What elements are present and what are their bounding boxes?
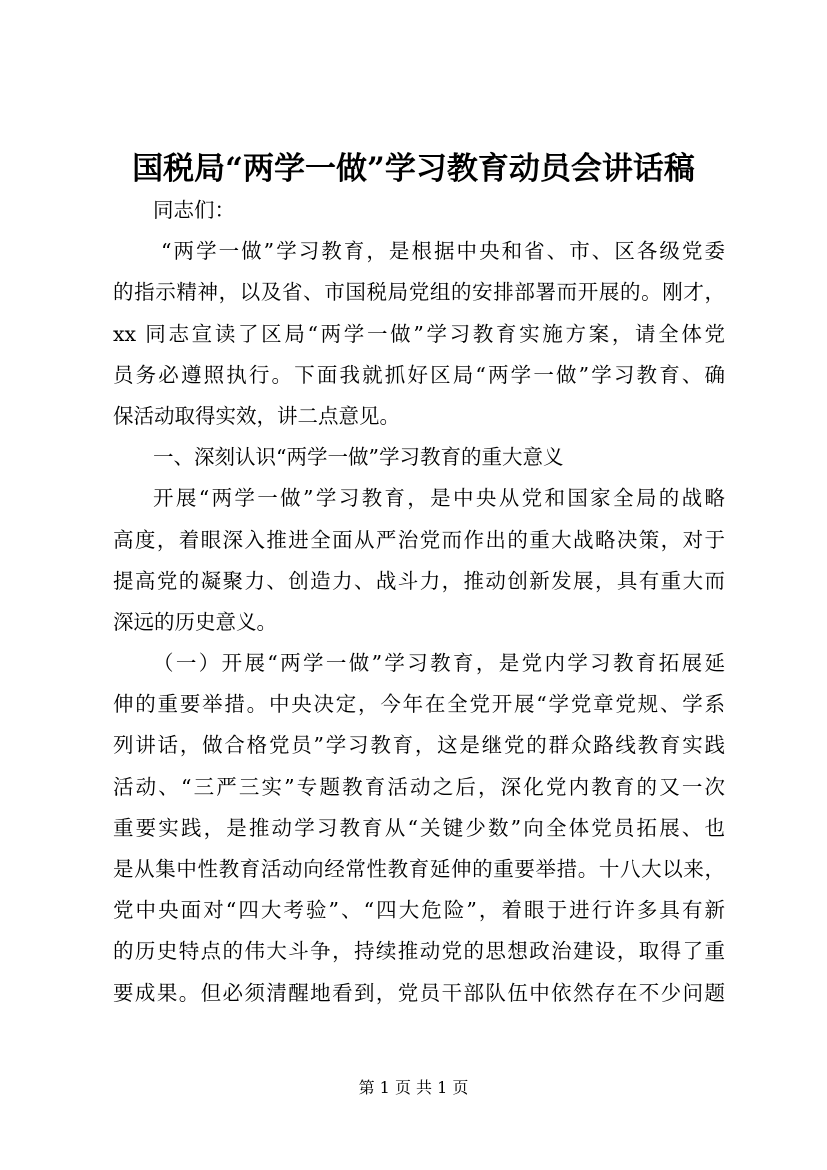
text-line: xx 同志宣读了区局“两学一做”学习教育实施方案，请全体党 — [113, 321, 725, 346]
text-line: 重要实践，是推动学习教育从“关键少数”向全体党员拓展、也 — [113, 815, 725, 840]
text-line: 活动、“三严三实”专题教育活动之后，深化党内教育的又一次 — [113, 774, 725, 799]
text-line: “两学一做”学习教育，是根据中央和省、市、区各级党委 — [161, 239, 725, 264]
text-line: 的指示精神，以及省、市国税局党组的安排部署而开展的。刚才， — [113, 280, 725, 305]
text-line: 保活动取得实效，讲二点意见。 — [113, 403, 400, 428]
text-line: 是从集中性教育活动向经常性教育延伸的重要举措。十八大以来， — [113, 857, 725, 881]
text-line: 提高党的凝聚力、创造力、战斗力，推动创新发展，具有重大而 — [113, 568, 725, 593]
section-heading: 一、深刻认识“两学一做”学习教育的重大意义 — [153, 445, 564, 470]
text-line: 同志们： — [153, 198, 235, 222]
text-line: 列讲话，做合格党员”学习教育，这是继党的群众路线教育实践 — [113, 733, 725, 758]
text-line: 党中央面对“四大考验”、“四大危险”，着眼于进行许多具有新 — [113, 898, 725, 923]
text-line: 员务必遵照执行。下面我就抓好区局“两学一做”学习教育、确 — [113, 362, 725, 387]
text-line: （一）开展“两学一做”学习教育，是党内学习教育拓展延 — [153, 651, 725, 676]
text-line: 要成果。但必须清醒地看到，党员干部队伍中依然存在不少问题 — [113, 980, 725, 1005]
text-line: 伸的重要举措。中央决定，今年在全党开展“学党章党规、学系 — [113, 692, 725, 717]
page-title: 国税局“两学一做”学习教育动员会讲话稿 — [132, 151, 695, 187]
document-body — [113, 190, 725, 1014]
text-line: 开展“两学一做”学习教育，是中央从党和国家全局的战略 — [153, 486, 725, 511]
text-line: 深远的历史意义。 — [113, 609, 277, 634]
text-line: 高度，着眼深入推进全面从严治党而作出的重大战略决策，对于 — [113, 527, 725, 552]
text-line: 的历史特点的伟大斗争，持续推动党的思想政治建设，取得了重 — [113, 939, 725, 964]
page-footer: 第 1 页 共 1 页 — [358, 1078, 469, 1097]
